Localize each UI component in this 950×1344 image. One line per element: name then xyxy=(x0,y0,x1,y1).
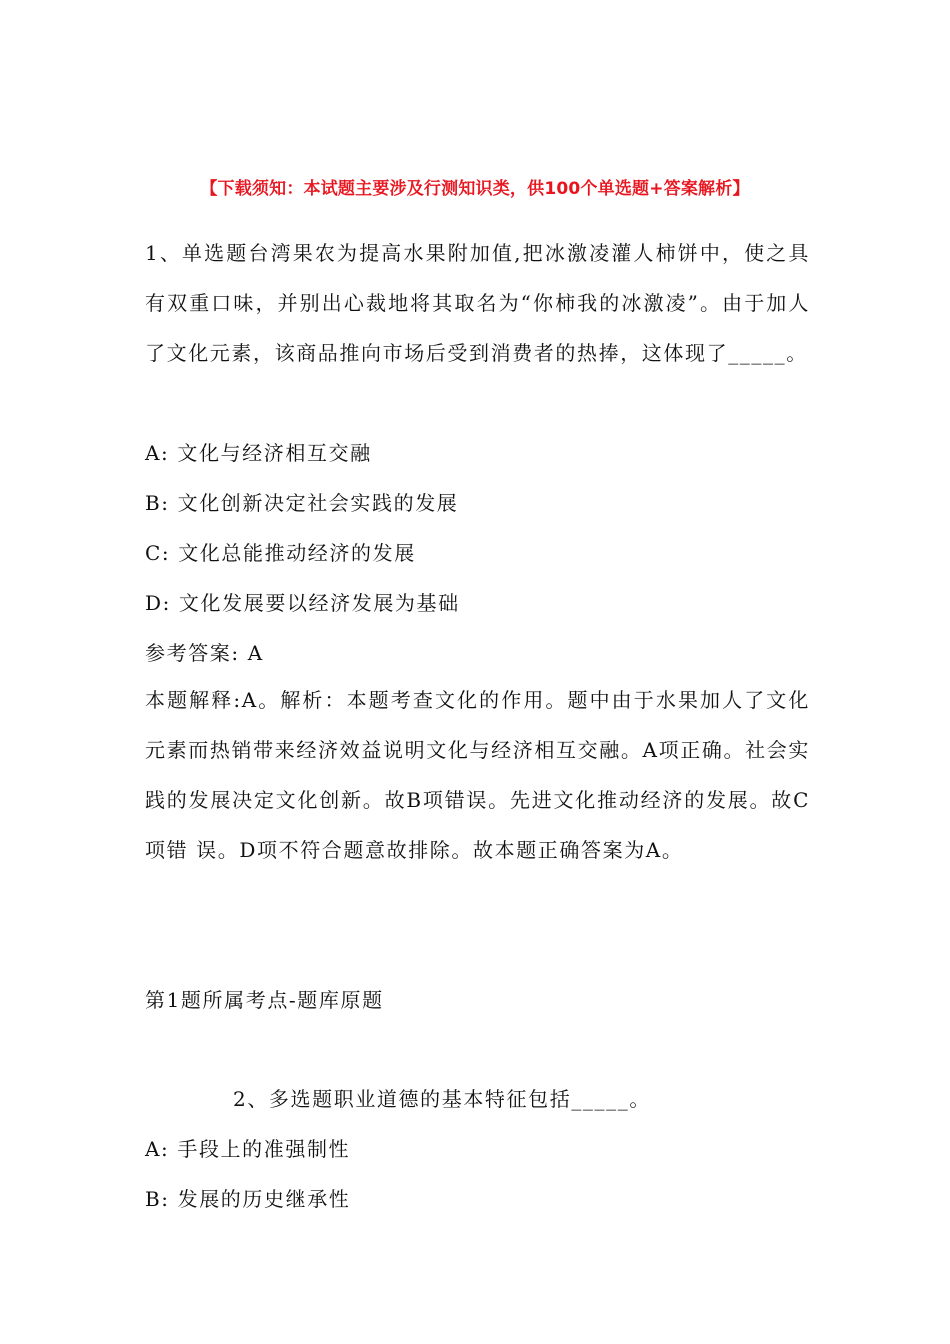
question-2-option-b: B: 发展的历史继承性 xyxy=(145,1187,351,1211)
question-2-options xyxy=(145,1124,810,1224)
question-1-text: 1、单选题台湾果农为提高水果附加值,把冰激凌灌人柿饼中，使之具有双重口味，并别出心裁地将其取名为“你柿我的冰激凌”。由于加人了文化元素，该商品推向市场后受到消费者的热捧，这体现了_____。 xyxy=(145,241,810,365)
question-1-options xyxy=(145,428,810,678)
question-1-explanation: 本题解释:A。解析：本题考查文化的作用。题中由于水果加人了文化元素而热销带来经济效益说明文化与经济相互交融。A项正确。社会实践的发展决定文化创新。故B项错误。先进文化推动经济的发展。故C项错 误。D项不符合题意故排除。故本题正确答案为A。 xyxy=(145,688,810,862)
question-1-option-c: C: 文化总能推动经济的发展 xyxy=(145,541,416,565)
question-2-option-a: A: 手段上的准强制性 xyxy=(145,1137,351,1161)
question-1-option-a: A: 文化与经济相互交融 xyxy=(145,441,372,465)
question-1-option-d: D: 文化发展要以经济发展为基础 xyxy=(145,591,460,615)
question-1-topic: 第1题所属考点-题库原题 xyxy=(145,988,384,1012)
question-1-answer: 参考答案: A xyxy=(145,641,264,665)
question-1-option-b: B: 文化创新决定社会实践的发展 xyxy=(145,491,459,515)
download-notice: 【下载须知：本试题主要涉及行测知识类，供100个单选题+答案解析】 xyxy=(200,179,750,199)
question-2-text: 2、多选题职业道德的基本特征包括_____。 xyxy=(233,1087,651,1111)
